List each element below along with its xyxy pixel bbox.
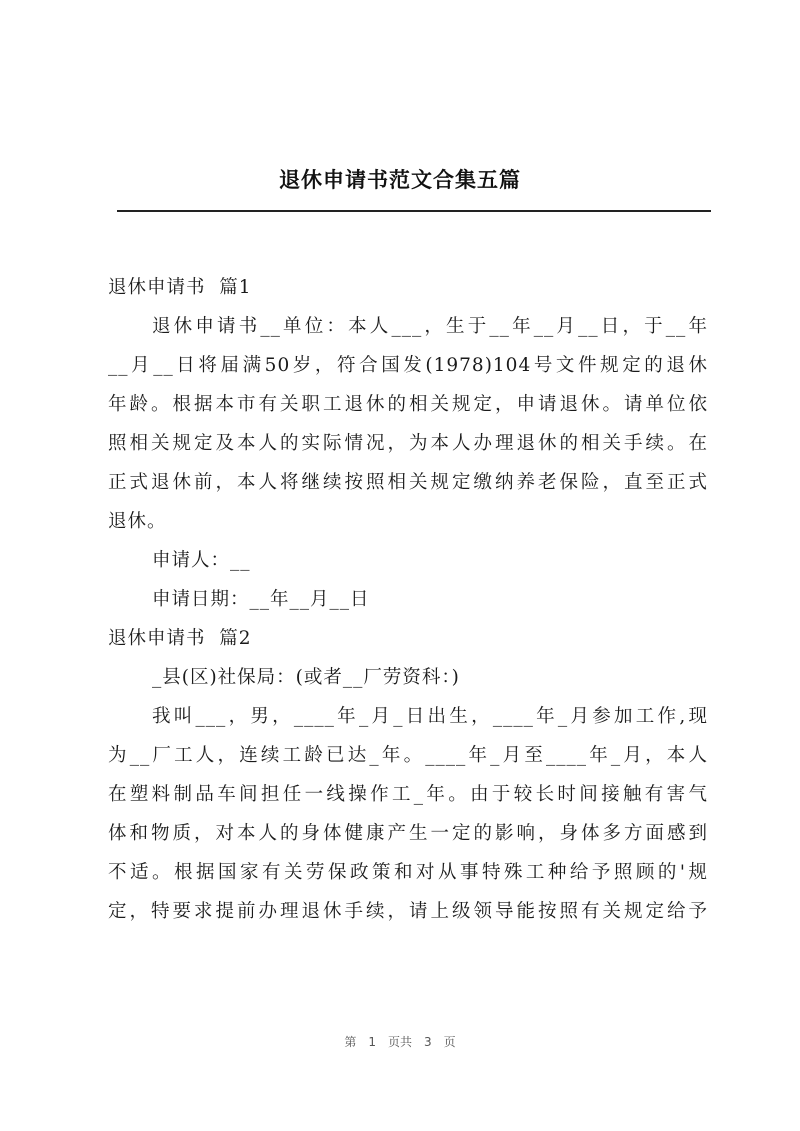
footer-page-label: 第	[344, 1035, 357, 1049]
applicant-line: 申请人：__	[152, 550, 251, 571]
date-line: 申请日期：__年__月__日	[152, 589, 370, 610]
footer-page-number: 1	[368, 1035, 376, 1049]
footer-page-suffix: 页	[443, 1035, 456, 1049]
salutation-line: _县(区)社保局：(或者__厂劳资科：)	[152, 667, 460, 688]
paragraph-line: 不适。根据国家有关劳保政策和对从事特殊工种给予照顾的'规	[108, 862, 708, 883]
footer-page-mid: 页共	[387, 1035, 412, 1049]
paragraph-line: 我叫___，男，____年_月_日出生，____年_月参加工作,现	[152, 706, 708, 727]
footer-page-total: 3	[424, 1035, 432, 1049]
title-divider	[117, 210, 711, 212]
page-title: 退休申请书范文合集五篇	[279, 168, 521, 192]
paragraph-line: 退休。	[108, 511, 167, 532]
paragraph-line: 正式退休前，本人将继续按照相关规定缴纳养老保险，直至正式	[108, 472, 708, 493]
page-footer	[0, 1033, 800, 1050]
paragraph-line: 照相关规定及本人的实际情况，为本人办理退休的相关手续。在	[108, 433, 708, 454]
section-heading: 退休申请书 篇2	[108, 628, 252, 649]
section-heading: 退休申请书 篇1	[108, 277, 252, 298]
paragraph-line: 年龄。根据本市有关职工退休的相关规定，申请退休。请单位依	[108, 394, 708, 415]
paragraph-line: __月__日将届满50岁，符合国发(1978)104号文件规定的退休	[108, 355, 708, 376]
paragraph-line: 定，特要求提前办理退休手续，请上级领导能按照有关规定给予	[108, 901, 708, 922]
paragraph-line: 退休申请书__单位：本人___，生于__年__月__日，于__年	[152, 316, 708, 337]
document-body	[108, 268, 708, 931]
paragraph-line: 在塑料制品车间担任一线操作工_年。由于较长时间接触有害气	[108, 784, 708, 805]
paragraph-line: 为__厂工人，连续工龄已达_年。____年_月至____年_月，本人	[108, 745, 708, 766]
paragraph-line: 体和物质，对本人的身体健康产生一定的影响，身体多方面感到	[108, 823, 708, 844]
